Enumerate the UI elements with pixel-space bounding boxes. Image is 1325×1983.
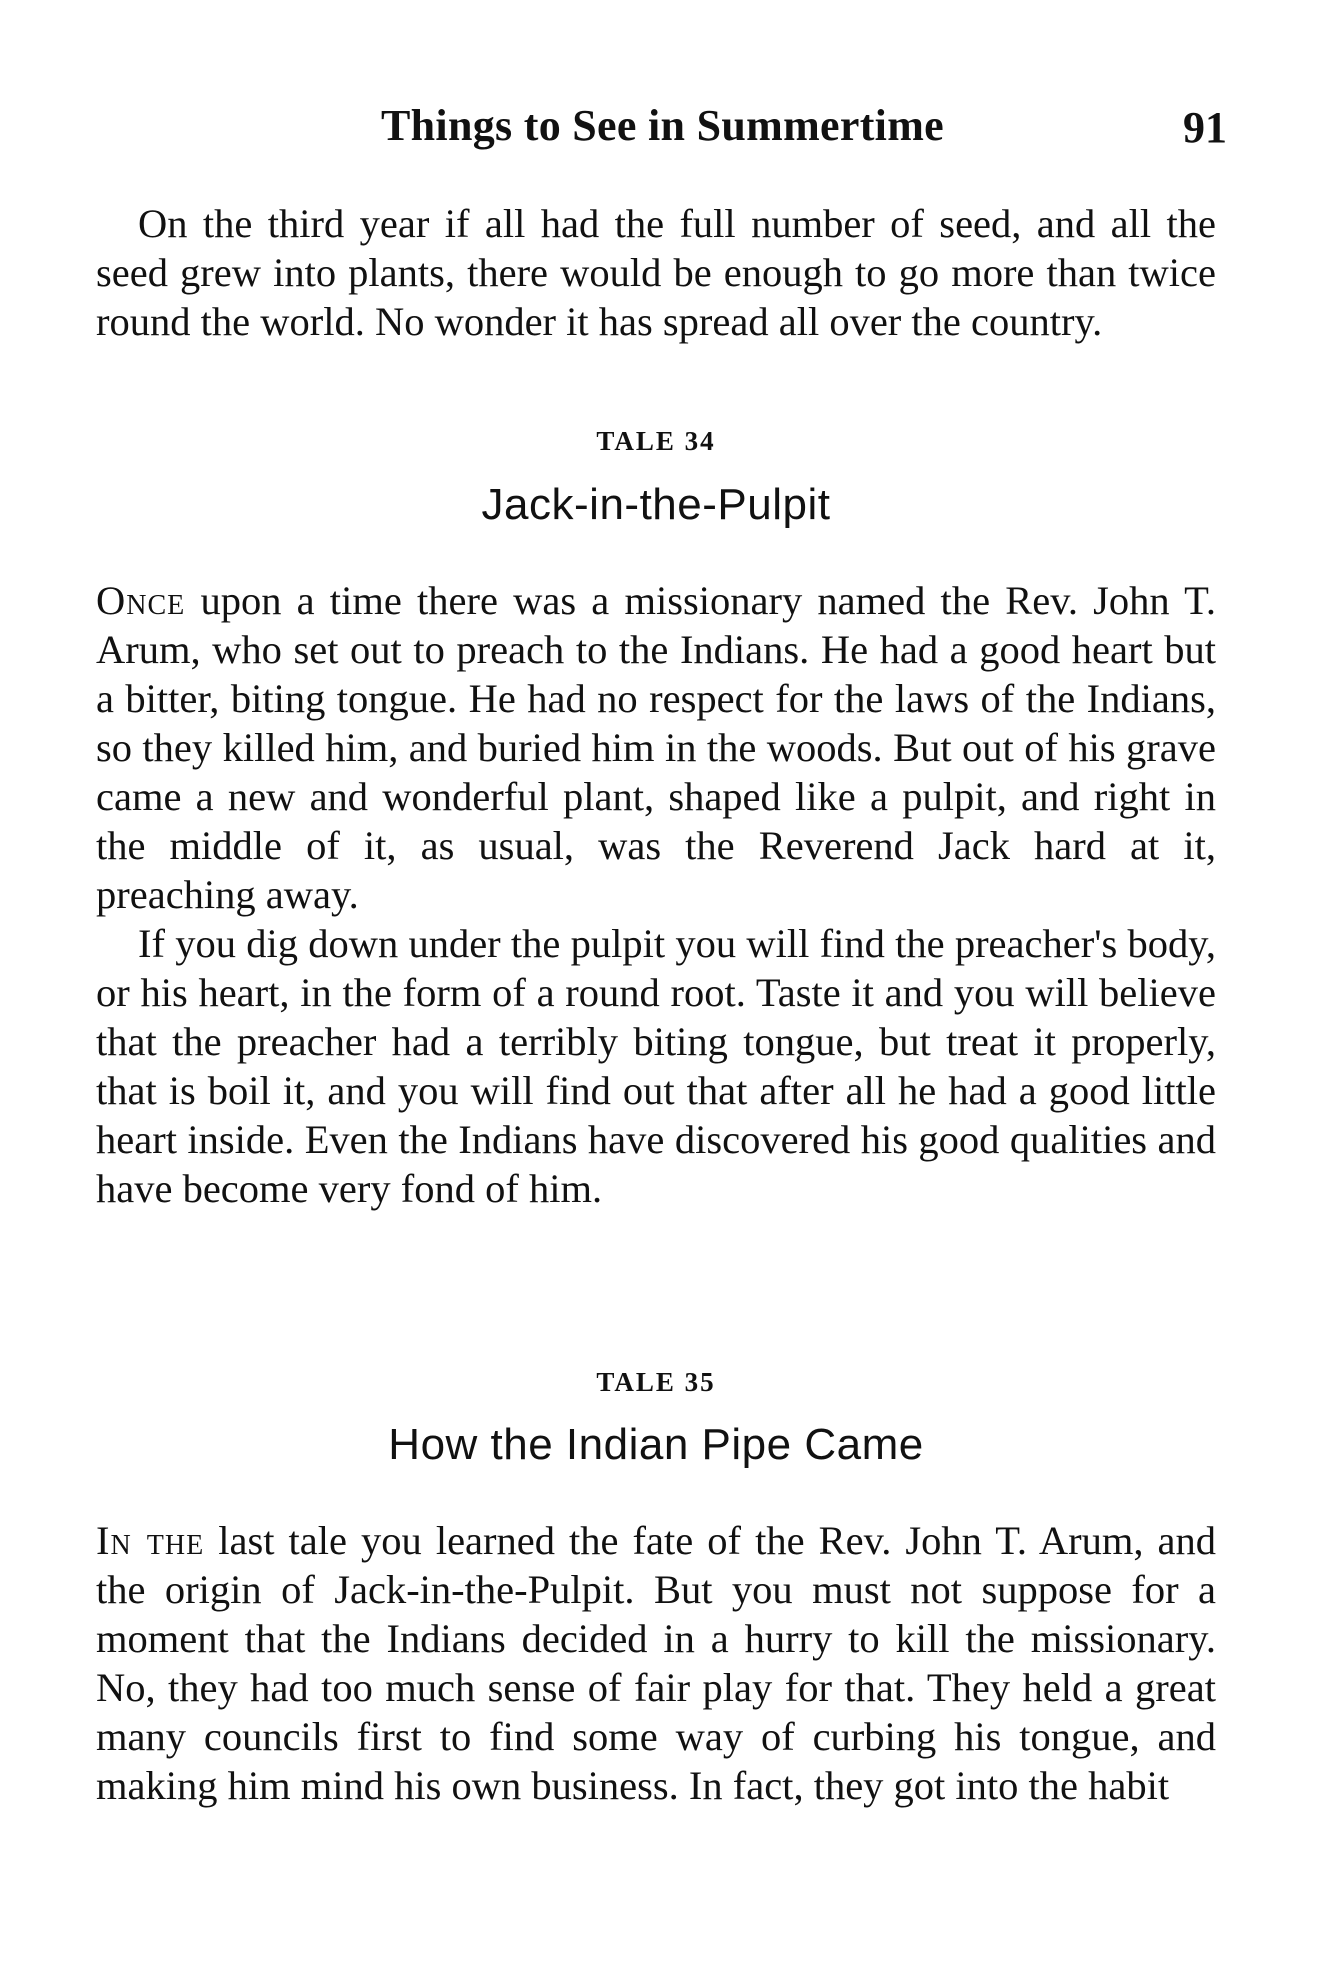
running-head (96, 100, 1229, 160)
intro-paragraph: On the third year if all had the full number of seed, and all the seed grew into plants, there would be enough to go more than twice round the world. No wonder it has spread all over the country. (96, 201, 1216, 344)
tale-34-title: Jack-in-the-Pulpit (481, 480, 831, 529)
tale-34-paragraph-1-text: upon a time there was a missionary named the Rev. John T. Arum, who set out to preach to the Indians. He had a good heart but a bitter, biting tongue. He had no respect for the laws of the Indians, so they killed him, and buried him in the woods. But out of his grave came a new and wonderful plant, shaped like a pulpit, and right in the middle of it, as usual, was the Reverend Jack hard at it, preaching away. (96, 578, 1216, 917)
tale-34-paragraph-1 (96, 576, 1216, 919)
tale-35-paragraph-1-text: last tale you learned the fate of the Rev. John T. Arum, and the origin of Jack-in-the-Pulpit. But you must not suppose for a moment that the Indians decided in a hurry to kill the missionary. No, they had too much sense of fair play for that. They held a great many councils first to find some way of curbing his tongue, and making him mind his own business. In fact, they got into the habit (96, 1518, 1216, 1808)
tale-34-text (96, 576, 1216, 1213)
running-title: Things to See in Summertime (381, 101, 944, 150)
tale-35-opening-words: In the (96, 1518, 205, 1563)
tale-35-text (96, 1516, 1216, 1810)
page-number: 91 (1183, 103, 1227, 152)
tale-34-opening-word: Once (96, 578, 186, 623)
tale-35-title: How the Indian Pipe Came (388, 1420, 924, 1469)
tale-34-label: TALE 34 (596, 426, 716, 456)
tale-35-paragraph-1 (96, 1516, 1216, 1810)
tale-35-label: TALE 35 (596, 1367, 716, 1397)
intro-text (96, 199, 1216, 346)
tale-34-paragraph-2: If you dig down under the pulpit you will find the preacher's body, or his heart, in the form of a round root. Taste it and you will believe that the preacher had a terribly biting tongue, but treat it properly, that is boil it, and you will find out that after all he had a good little heart inside. Even the Indians have discovered his good qualities and have become very fond of him. (96, 921, 1216, 1211)
